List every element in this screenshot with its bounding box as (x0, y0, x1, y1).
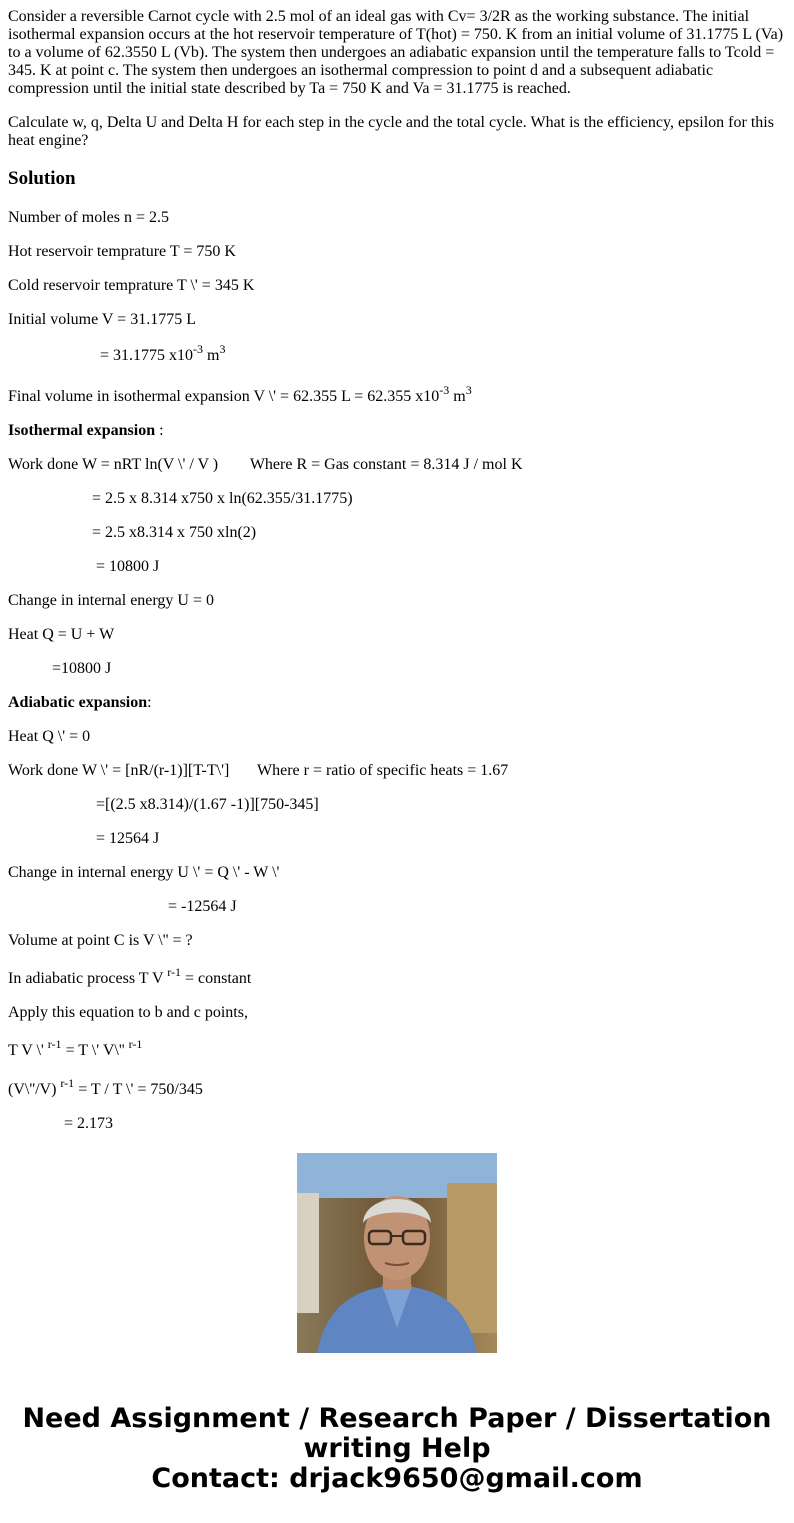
moles-line: Number of moles n = 2.5 (8, 209, 169, 226)
cold-reservoir-line: Cold reservoir temprature T \' = 345 K (8, 277, 255, 294)
equation-line-1: T V \' $^{r-1}$ = T \' V\'' $^{r-1}$ (8, 1036, 143, 1059)
volume-c-line: Volume at point C is V \'' = ? (8, 932, 193, 949)
internal-energy-line-1: Change in internal energy U = 0 (8, 592, 215, 609)
solution-heading: Solution (8, 168, 76, 189)
heat-line-1: Heat Q = U + W (8, 626, 115, 643)
avatar (297, 1153, 497, 1353)
work-line-4: = 10800 J (8, 558, 160, 575)
apply-line: Apply this equation to b and c points, (8, 1004, 248, 1021)
equation-line-2: (V\''/V) $^{r-1}$ = T / T \' = 750/345 (8, 1075, 203, 1098)
work-line-1: Work done W = nRT ln(V \' / V ) Where R = Gas constant = 8.314 J / mol K (8, 456, 523, 473)
document-body (8, 0, 786, 1132)
internal-energy-line-3: = -12564 J (8, 898, 237, 915)
cut-off-line: = 2.173 (8, 1115, 114, 1132)
footer-line-2: writing Help (303, 1433, 491, 1464)
work-line-6: =[(2.5 x8.314)/(1.67 -1)][750-345] (8, 796, 319, 813)
question-paragraph-2: Calculate w, q, Delta U and Delta H for each step in the cycle and the total cycle. What is the efficiency, epsilon for this heat engine? (8, 114, 774, 149)
question-paragraph-1: Consider a reversible Carnot cycle with 2.5 mol of an ideal gas with Cv= 3/2R as the working substance. The initial isothermal expansion occurs at the hot reservoir temperature of T(hot) = 750. K from an initial volume of 31.1775 L (Va) to a volume of 62.3550 L (Vb). The system then undergoes an adiabatic expansion until the temperature falls to Tcold = 345. K at point c. The system then undergoes an isothermal compression to point d and a subsequent adiabatic compression until the initial state described by Ta = 750 K and Va = 31.1775 is reached. (8, 8, 784, 97)
adiabatic-process-line: In adiabatic process T V $^{r-1}$ = constant (8, 964, 252, 987)
heat-line-2: =10800 J (8, 660, 112, 677)
work-line-5: Work done W \' = [nR/(r-1)][T-T\'] Where r = ratio of specific heats = 1.67 (8, 762, 509, 779)
footer-line-1: Need Assignment / Research Paper / Dissertation (22, 1403, 772, 1434)
initial-volume-si-line: = 31.1775 $x10^{-3}$ $m^3$ (8, 341, 226, 364)
adiabatic-heading: Adiabatic expansion: (8, 694, 152, 711)
internal-energy-line-2: Change in internal energy U \' = Q \' - W \' (8, 864, 280, 881)
footer-promo (0, 1404, 794, 1494)
isothermal-heading: Isothermal expansion : (8, 422, 164, 439)
work-line-3: = 2.5 x8.314 x 750 xln(2) (8, 524, 257, 541)
hot-reservoir-line: Hot reservoir temprature T = 750 K (8, 243, 236, 260)
work-line-2: = 2.5 x 8.314 x750 x ln(62.355/31.1775) (8, 490, 353, 507)
footer-contact[interactable]: Contact: drjack9650@gmail.com (151, 1463, 643, 1494)
tutor-portrait-image (297, 1153, 497, 1353)
work-line-7: = 12564 J (8, 830, 160, 847)
initial-volume-line: Initial volume V = 31.1775 L (8, 311, 196, 328)
heat-line-3: Heat Q \' = 0 (8, 728, 91, 745)
final-volume-line: Final volume in isothermal expansion V \' = 62.355 L = 62.355 $x10^{-3}$ $m^3$ (8, 382, 472, 405)
